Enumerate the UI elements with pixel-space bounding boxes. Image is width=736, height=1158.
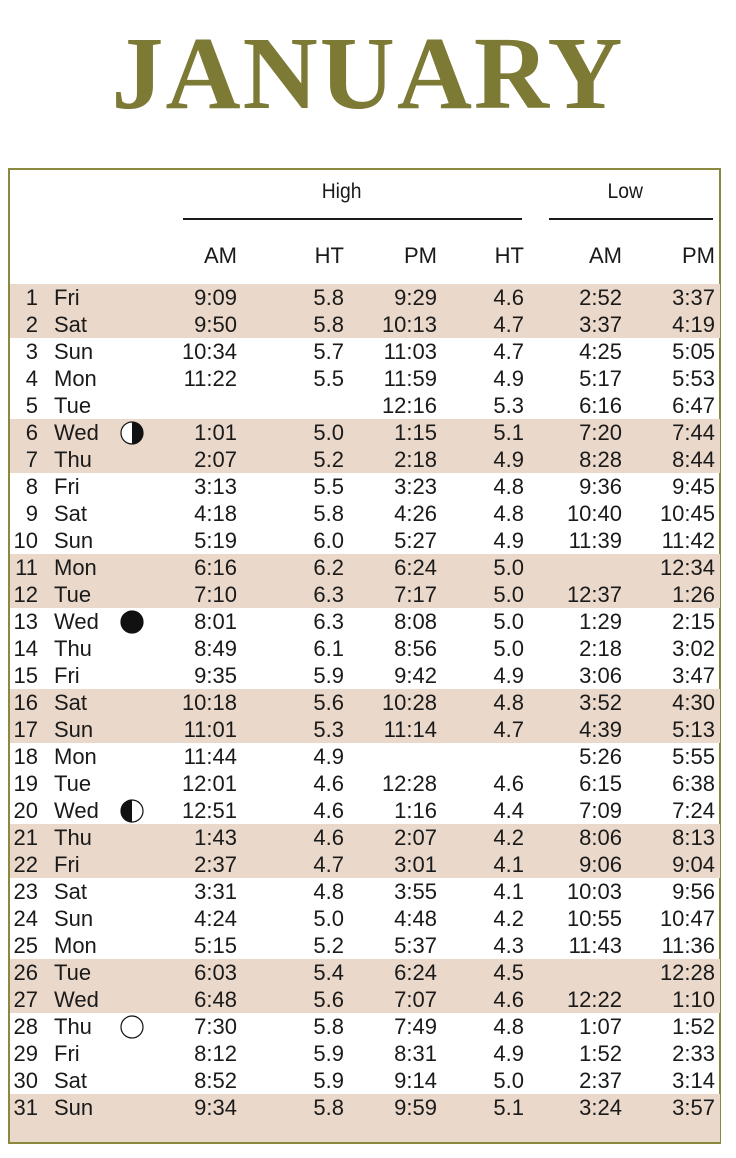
day-number: 27: [13, 987, 38, 1012]
high-am-time: 7:10: [194, 582, 237, 607]
low-am-time: 11:43: [568, 933, 622, 958]
high-am-time: 8:49: [194, 636, 237, 661]
high-pm-time: 12:28: [381, 771, 437, 796]
high-am-height: 5.6: [313, 987, 344, 1012]
high-am-height: 5.0: [313, 420, 344, 445]
table-row: [10, 554, 720, 581]
low-pm-time: 11:42: [661, 528, 715, 553]
high-pm-time: 7:17: [394, 582, 437, 607]
table-row: [10, 419, 720, 446]
col-header-high-pm-ht: HT: [494, 243, 524, 268]
high-pm-time: 3:23: [394, 474, 437, 499]
day-number: 20: [13, 798, 38, 823]
low-am-time: 8:28: [579, 447, 622, 472]
table-row: [10, 527, 720, 554]
day-of-week: Sat: [54, 690, 88, 715]
high-am-time: 11:01: [183, 717, 237, 742]
table-row: [10, 446, 720, 473]
high-am-height: 5.5: [313, 474, 344, 499]
low-pm-time: 7:44: [672, 420, 715, 445]
high-pm-height: 4.6: [493, 987, 524, 1012]
low-pm-time: 4:30: [672, 690, 715, 715]
high-pm-time: 12:16: [381, 393, 437, 418]
low-group-header: Low: [607, 180, 643, 203]
high-am-height: 4.6: [313, 825, 344, 850]
low-pm-time: 5:05: [672, 339, 715, 364]
high-am-height: 5.9: [313, 1068, 344, 1093]
high-pm-height: 4.9: [493, 447, 524, 472]
low-pm-time: 5:13: [672, 717, 715, 742]
last-quarter-moon-icon: [120, 421, 144, 445]
high-pm-height: 4.7: [493, 339, 524, 364]
low-pm-time: 3:14: [672, 1068, 715, 1093]
low-pm-time: 10:47: [659, 906, 715, 931]
day-of-week: Fri: [54, 663, 80, 688]
high-am-time: 4:18: [194, 501, 237, 526]
high-am-time: 11:22: [183, 366, 237, 391]
high-am-height: 5.8: [313, 312, 344, 337]
high-pm-time: 8:08: [394, 609, 437, 634]
high-pm-height: 5.0: [493, 636, 524, 661]
day-of-week: Sun: [54, 528, 94, 553]
day-number: 18: [13, 744, 38, 769]
high-am-height: 6.1: [313, 636, 344, 661]
day-number: 17: [13, 717, 38, 742]
low-pm-time: 9:45: [672, 474, 715, 499]
high-am-height: 6.0: [313, 528, 344, 553]
low-pm-time: 8:13: [672, 825, 715, 850]
day-of-week: Sun: [54, 906, 94, 931]
high-am-height: 5.0: [313, 906, 344, 931]
low-pm-time: 1:52: [672, 1014, 715, 1039]
table-bottom-band: [10, 1121, 720, 1142]
day-of-week: Fri: [54, 285, 80, 310]
high-am-time: 9:34: [194, 1095, 237, 1120]
high-am-time: 3:31: [194, 879, 237, 904]
high-pm-time: 7:49: [394, 1014, 437, 1039]
low-am-time: 7:09: [579, 798, 622, 823]
day-of-week: Thu: [54, 825, 92, 850]
high-am-time: 6:03: [194, 960, 237, 985]
day-number: 10: [13, 528, 38, 553]
high-am-time: 9:35: [194, 663, 237, 688]
day-number: 29: [13, 1041, 38, 1066]
high-am-height: 5.8: [313, 1014, 344, 1039]
high-am-height: 4.6: [313, 798, 344, 823]
low-pm-time: 8:44: [672, 447, 715, 472]
table-row: [10, 338, 720, 365]
high-group-rule: [183, 218, 522, 220]
low-pm-time: 4:19: [672, 312, 715, 337]
col-header-high-am: AM: [204, 243, 237, 268]
day-number: 30: [13, 1068, 38, 1093]
table-row: [10, 581, 720, 608]
low-pm-time: 6:38: [672, 771, 715, 796]
table-row: [10, 716, 720, 743]
low-pm-time: 10:45: [659, 501, 715, 526]
low-am-time: 6:15: [579, 771, 622, 796]
day-number: 15: [13, 663, 38, 688]
table-row: [10, 743, 720, 770]
high-pm-height: 4.8: [493, 690, 524, 715]
table-row: [10, 905, 720, 932]
day-number: 11: [15, 555, 38, 580]
table-row: [10, 662, 720, 689]
day-of-week: Sun: [54, 339, 94, 364]
day-of-week: Thu: [54, 636, 92, 661]
low-pm-time: 11:36: [661, 933, 715, 958]
high-am-height: 5.2: [313, 933, 344, 958]
day-of-week: Tue: [54, 582, 92, 607]
high-pm-height: 5.1: [493, 1095, 524, 1120]
table-row: [10, 770, 720, 797]
low-pm-time: 3:57: [672, 1095, 715, 1120]
day-of-week: Fri: [54, 1041, 80, 1066]
high-pm-time: 6:24: [394, 960, 437, 985]
high-pm-time: 5:37: [394, 933, 437, 958]
new-moon-icon: [120, 610, 144, 634]
high-am-time: 8:01: [194, 609, 237, 634]
high-pm-height: 4.8: [493, 474, 524, 499]
high-am-height: 5.5: [313, 366, 344, 391]
table-row: [10, 365, 720, 392]
low-am-time: 3:06: [579, 663, 622, 688]
day-of-week: Sat: [54, 879, 88, 904]
high-am-time: 6:48: [194, 987, 237, 1012]
table-row: [10, 986, 720, 1013]
high-am-time: 12:01: [181, 771, 237, 796]
low-am-time: 4:39: [579, 717, 622, 742]
table-row: [10, 824, 720, 851]
high-am-height: 4.8: [313, 879, 344, 904]
high-am-height: 4.7: [313, 852, 344, 877]
low-pm-time: 12:34: [659, 555, 715, 580]
high-am-time: 8:12: [194, 1041, 237, 1066]
day-number: 23: [13, 879, 38, 904]
day-number: 8: [25, 474, 38, 499]
low-pm-time: 2:33: [672, 1041, 715, 1066]
day-of-week: Sun: [54, 1095, 94, 1120]
day-number: 21: [13, 825, 38, 850]
high-pm-time: 9:29: [394, 285, 437, 310]
table-row: [10, 1013, 720, 1040]
high-pm-height: 4.2: [493, 906, 524, 931]
low-pm-time: 7:24: [672, 798, 715, 823]
table-row: [10, 284, 720, 311]
day-of-week: Wed: [54, 420, 99, 445]
day-of-week: Sun: [54, 717, 94, 742]
low-pm-time: 3:37: [672, 285, 715, 310]
high-pm-height: 4.9: [493, 366, 524, 391]
day-of-week: Tue: [54, 771, 92, 796]
high-pm-time: 4:26: [394, 501, 437, 526]
low-am-time: 1:29: [579, 609, 622, 634]
low-am-time: 11:39: [568, 528, 622, 553]
day-of-week: Fri: [54, 852, 80, 877]
high-am-time: 12:51: [181, 798, 237, 823]
day-of-week: Wed: [54, 987, 99, 1012]
high-am-height: 5.9: [313, 663, 344, 688]
col-header-low-am: AM: [589, 243, 622, 268]
low-am-time: 9:36: [579, 474, 622, 499]
low-am-time: 3:37: [579, 312, 622, 337]
col-header-high-ht: HT: [314, 243, 344, 268]
high-pm-height: 5.0: [493, 609, 524, 634]
table-row: [10, 1094, 720, 1121]
day-of-week: Thu: [54, 447, 92, 472]
high-pm-time: 10:28: [381, 690, 437, 715]
high-pm-height: 5.0: [493, 555, 524, 580]
high-pm-height: 4.1: [493, 852, 524, 877]
table-row: [10, 1040, 720, 1067]
high-am-height: 5.6: [313, 690, 344, 715]
low-am-time: 1:52: [579, 1041, 622, 1066]
high-am-height: 5.8: [313, 1095, 344, 1120]
day-of-week: Fri: [54, 474, 80, 499]
high-am-time: 5:15: [194, 933, 237, 958]
low-pm-time: 9:56: [672, 879, 715, 904]
high-pm-height: 4.5: [493, 960, 524, 985]
low-pm-time: 9:04: [672, 852, 715, 877]
low-pm-time: 3:47: [672, 663, 715, 688]
high-pm-height: 4.3: [493, 933, 524, 958]
high-pm-height: 5.3: [493, 393, 524, 418]
high-pm-height: 4.9: [493, 663, 524, 688]
low-am-time: 2:18: [579, 636, 622, 661]
low-am-time: 10:40: [566, 501, 622, 526]
high-am-time: 1:43: [194, 825, 237, 850]
high-am-time: 5:19: [194, 528, 237, 553]
high-am-height: 6.3: [313, 609, 344, 634]
low-am-time: 9:06: [579, 852, 622, 877]
high-pm-height: 5.1: [493, 420, 524, 445]
day-number: 16: [13, 690, 38, 715]
high-am-time: 2:07: [194, 447, 237, 472]
high-pm-time: 5:27: [394, 528, 437, 553]
low-am-time: 6:16: [579, 393, 622, 418]
day-number: 2: [25, 312, 38, 337]
day-number: 12: [13, 582, 38, 607]
low-am-time: 5:26: [579, 744, 622, 769]
high-pm-time: 8:56: [394, 636, 437, 661]
day-number: 1: [25, 285, 38, 310]
tide-table-body: [10, 284, 720, 1121]
high-pm-time: 2:07: [394, 825, 437, 850]
high-pm-time: 1:16: [394, 798, 437, 823]
day-number: 6: [25, 420, 38, 445]
full-moon-icon: [120, 1015, 144, 1039]
high-pm-time: 10:13: [381, 312, 437, 337]
high-am-time: 11:44: [183, 744, 237, 769]
high-pm-height: 4.1: [493, 879, 524, 904]
day-number: 31: [13, 1095, 38, 1120]
high-am-height: 5.2: [313, 447, 344, 472]
low-pm-time: 6:47: [672, 393, 715, 418]
table-row: [10, 635, 720, 662]
high-pm-time: 1:15: [394, 420, 437, 445]
high-pm-height: 5.0: [493, 1068, 524, 1093]
day-number: 5: [25, 393, 38, 418]
high-am-height: 5.8: [313, 285, 344, 310]
table-row: [10, 500, 720, 527]
day-number: 9: [25, 501, 38, 526]
high-pm-height: 4.9: [493, 528, 524, 553]
high-pm-time: 11:14: [383, 717, 437, 742]
day-of-week: Sat: [54, 501, 88, 526]
day-number: 19: [13, 771, 38, 796]
table-row: [10, 473, 720, 500]
day-number: 24: [13, 906, 38, 931]
table-row: [10, 608, 720, 635]
high-pm-time: 6:24: [394, 555, 437, 580]
table-row: [10, 878, 720, 905]
high-pm-time: 3:01: [394, 852, 437, 877]
day-of-week: Tue: [54, 960, 92, 985]
day-number: 22: [13, 852, 38, 877]
high-pm-time: 9:59: [394, 1095, 437, 1120]
day-number: 28: [13, 1014, 38, 1039]
day-of-week: Sat: [54, 1068, 88, 1093]
high-pm-time: 11:03: [383, 339, 437, 364]
high-pm-height: 4.2: [493, 825, 524, 850]
first-quarter-moon-icon: [120, 799, 144, 823]
low-am-time: 12:37: [566, 582, 622, 607]
high-pm-time: 2:18: [394, 447, 437, 472]
high-am-time: 8:52: [194, 1068, 237, 1093]
low-am-time: 5:17: [579, 366, 622, 391]
day-of-week: Thu: [54, 1014, 92, 1039]
high-am-height: 6.3: [313, 582, 344, 607]
low-pm-time: 1:10: [672, 987, 715, 1012]
high-am-height: 4.6: [313, 771, 344, 796]
high-pm-height: 4.7: [493, 312, 524, 337]
table-row: [10, 932, 720, 959]
page-title: JANUARY: [111, 16, 625, 131]
day-of-week: Mon: [54, 933, 97, 958]
high-am-time: 10:34: [181, 339, 237, 364]
low-am-time: 2:37: [579, 1068, 622, 1093]
high-am-time: 2:37: [194, 852, 237, 877]
table-row: [10, 689, 720, 716]
day-number: 26: [13, 960, 38, 985]
table-row: [10, 392, 720, 419]
low-am-time: 3:52: [579, 690, 622, 715]
day-of-week: Mon: [54, 744, 97, 769]
high-am-time: 7:30: [194, 1014, 237, 1039]
high-am-height: 5.9: [313, 1041, 344, 1066]
day-number: 3: [25, 339, 38, 364]
high-pm-time: 11:59: [383, 366, 437, 391]
day-of-week: Tue: [54, 393, 92, 418]
high-pm-time: 4:48: [394, 906, 437, 931]
high-am-time: 1:01: [194, 420, 237, 445]
high-group-header: High: [321, 180, 362, 203]
high-pm-time: 8:31: [394, 1041, 437, 1066]
low-group-rule: [549, 218, 713, 220]
table-row: [10, 797, 720, 824]
high-pm-time: 9:42: [394, 663, 437, 688]
high-am-height: 5.3: [313, 717, 344, 742]
high-pm-height: 4.6: [493, 285, 524, 310]
high-am-height: 5.4: [313, 960, 344, 985]
high-pm-height: 4.9: [493, 1041, 524, 1066]
day-of-week: Sat: [54, 312, 88, 337]
low-pm-time: 5:53: [672, 366, 715, 391]
high-am-time: 6:16: [194, 555, 237, 580]
day-number: 14: [13, 636, 38, 661]
high-am-time: 9:50: [194, 312, 237, 337]
high-pm-height: 4.7: [493, 717, 524, 742]
high-am-time: 3:13: [194, 474, 237, 499]
day-of-week: Wed: [54, 798, 99, 823]
high-pm-time: 3:55: [394, 879, 437, 904]
high-pm-height: 4.8: [493, 501, 524, 526]
high-am-height: 6.2: [313, 555, 344, 580]
day-number: 4: [25, 366, 38, 391]
high-am-height: 4.9: [313, 744, 344, 769]
table-row: [10, 311, 720, 338]
col-header-low-pm: PM: [682, 243, 715, 268]
low-pm-time: 1:26: [672, 582, 715, 607]
day-of-week: Wed: [54, 609, 99, 634]
low-am-time: 10:55: [566, 906, 622, 931]
table-row: [10, 959, 720, 986]
table-row: [10, 1067, 720, 1094]
low-am-time: 2:52: [579, 285, 622, 310]
table-row: [10, 851, 720, 878]
high-am-height: 5.7: [313, 339, 344, 364]
low-am-time: 4:25: [579, 339, 622, 364]
low-pm-time: 12:28: [659, 960, 715, 985]
day-of-week: Mon: [54, 555, 97, 580]
high-pm-height: 4.6: [493, 771, 524, 796]
col-header-high-pm: PM: [404, 243, 437, 268]
low-pm-time: 3:02: [672, 636, 715, 661]
high-pm-height: 5.0: [493, 582, 524, 607]
day-number: 13: [13, 609, 38, 634]
high-am-height: 5.8: [313, 501, 344, 526]
low-am-time: 7:20: [579, 420, 622, 445]
low-pm-time: 2:15: [672, 609, 715, 634]
high-pm-time: 9:14: [394, 1068, 437, 1093]
day-of-week: Mon: [54, 366, 97, 391]
low-pm-time: 5:55: [672, 744, 715, 769]
high-pm-height: 4.4: [493, 798, 524, 823]
day-number: 25: [13, 933, 38, 958]
day-number: 7: [25, 447, 38, 472]
high-am-time: 4:24: [194, 906, 237, 931]
low-am-time: 8:06: [579, 825, 622, 850]
high-pm-height: 4.8: [493, 1014, 524, 1039]
high-am-time: 9:09: [194, 285, 237, 310]
low-am-time: 12:22: [566, 987, 622, 1012]
high-pm-time: 7:07: [394, 987, 437, 1012]
low-am-time: 1:07: [579, 1014, 622, 1039]
high-am-time: 10:18: [181, 690, 237, 715]
low-am-time: 10:03: [566, 879, 622, 904]
low-am-time: 3:24: [579, 1095, 622, 1120]
